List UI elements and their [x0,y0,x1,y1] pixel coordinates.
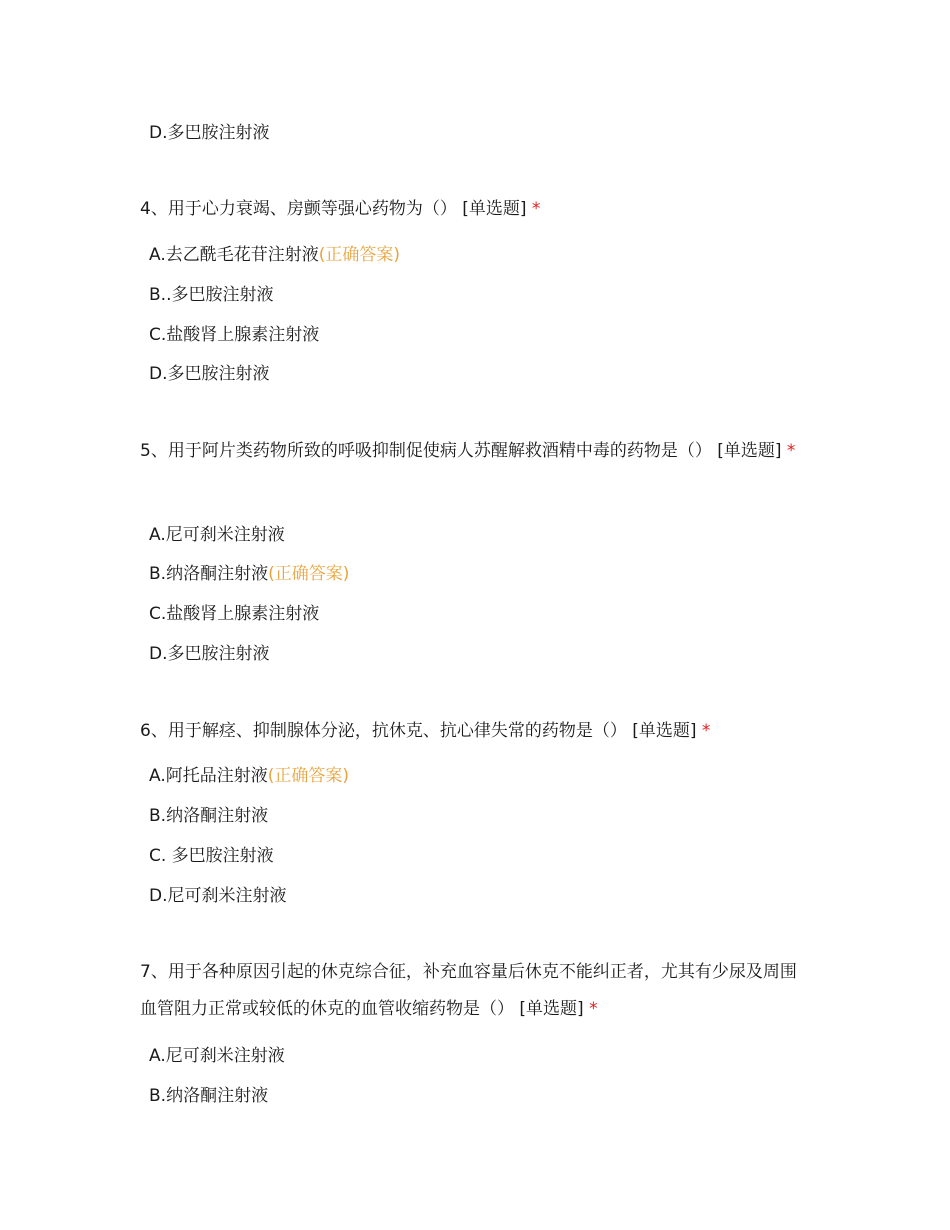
required-marker: * [701,721,711,741]
option-item[interactable] [149,804,268,828]
question-text: 4、用于心力衰竭、房颤等强心药物为（） [140,199,457,219]
required-marker: * [786,441,796,461]
question-text: 6、用于解痉、抑制腺体分泌，抗休克、抗心律失常的药物是（） [140,721,627,741]
question-title [140,954,810,1028]
option-item[interactable] [149,562,349,586]
option-label: A.阿托品注射液 [149,766,268,786]
question-title [140,191,810,228]
option-item[interactable] [149,283,273,307]
question-text: 7、用于各种原因引起的休克综合征，补充血容量后休克不能纠正者，尤其有少尿及周围血管阻力正常或较低的休克的血管收缩药物是（） [140,962,797,1019]
option-item[interactable] [149,764,349,788]
question-title [140,433,810,470]
option-item[interactable] [149,243,400,267]
option-label: C.盐酸肾上腺素注射液 [149,325,320,345]
option-label: B.纳洛酮注射液 [149,1086,269,1106]
option-label: C.盐酸肾上腺素注射液 [149,604,320,624]
option-label: D.尼可刹米注射液 [149,886,287,906]
correct-answer-tag: (正确答案) [267,766,349,786]
option-item[interactable] [149,323,319,347]
option-label: D.多巴胺注射液 [149,644,270,664]
required-marker: * [531,199,541,219]
option-item[interactable] [149,884,287,908]
option-item[interactable] [149,121,270,145]
option-item[interactable] [149,1044,285,1068]
option-label: B..多巴胺注射液 [149,285,274,305]
question-type: [单选题] [462,199,527,219]
required-marker: * [589,999,598,1019]
question-type: [单选题] [519,999,584,1019]
option-item[interactable] [149,1084,268,1108]
option-item[interactable] [149,362,270,386]
option-label: D.多巴胺注射液 [149,364,270,384]
correct-answer-tag: (正确答案) [318,245,400,265]
question-type: [单选题] [717,441,782,461]
option-label: C. 多巴胺注射液 [149,846,274,866]
option-label: A.去乙酰毛花苷注射液 [149,245,319,265]
question-title [140,713,810,750]
question-type: [单选题] [632,721,697,741]
option-label: A.尼可刹米注射液 [149,525,285,545]
option-item[interactable] [149,602,319,626]
option-label: B.纳洛酮注射液 [149,564,269,584]
option-label: D.多巴胺注射液 [149,123,270,143]
option-label: B.纳洛酮注射液 [149,806,269,826]
option-item[interactable] [149,844,274,868]
correct-answer-tag: (正确答案) [268,564,350,584]
question-text: 5、用于阿片类药物所致的呼吸抑制促使病人苏醒解救酒精中毒的药物是（） [140,441,712,461]
option-label: A.尼可刹米注射液 [149,1046,285,1066]
option-item[interactable] [149,523,285,547]
option-item[interactable] [149,642,270,666]
